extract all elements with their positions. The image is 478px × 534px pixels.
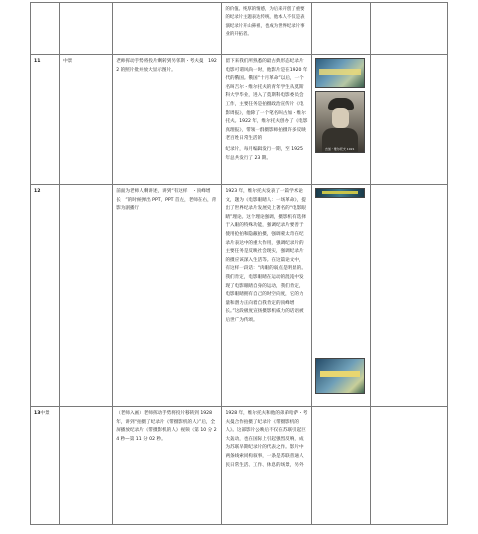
content-text: 的价值。纯厚的情感，为后来开创了重要的纪录片主题表达传统，他本人不仅是表演纪录片开山鼻祖，也成为世界纪录片事业的开拓者。 xyxy=(225,7,305,38)
procedure-text: （老师入画）老师挥动手势将投片移转到 1928 年，讲到“拍摄了纪录片《带摄影机的人》”后，全屏播放纪录片《带摄影机的人》视频（第 10 分 24 秒—第 11 分 02 秒。 xyxy=(116,411,217,442)
film-still-image xyxy=(315,358,365,394)
table-row xyxy=(31,55,448,185)
row-number-cell xyxy=(31,3,60,55)
section-cell xyxy=(60,407,113,525)
row-number: 12 xyxy=(34,189,41,194)
procedure-text: 前面为老师人剩讲述，讲到“有这样 ・顶峰增长 ”的时候弹出 PPT，PPT 首左，老师在右，背影为剧播厅 xyxy=(116,189,217,212)
image-cell xyxy=(311,3,370,55)
section-cell xyxy=(60,185,113,407)
vertov-portrait-image xyxy=(315,91,365,153)
row-number: 13 xyxy=(34,411,41,416)
row-number-cell xyxy=(31,407,60,525)
content-text: 1928 年，维尔托夫和他的弟弟哈萨・考夫曼合作拍摄了纪录片《带摄影机的人》。这部影片公映后不仅在苏联引起巨大轰动，也在国际上引起强烈反响，成为苏联早期纪录片的代表之作。影片中两条线索同构叙事，一条是苏联普通人民日常生活、工作、休息的场景，另外 xyxy=(225,411,308,468)
lesson-table xyxy=(30,2,448,525)
notes-cell xyxy=(370,55,447,185)
row-number: 11 xyxy=(34,59,41,64)
film-still-image xyxy=(315,188,365,198)
image-cell xyxy=(311,407,370,525)
table-row xyxy=(31,407,448,525)
content-text-continued: 纪录片，每月编辑发行一期，至 1925 年总共发行了 23 期。 xyxy=(225,146,303,161)
procedure-cell xyxy=(113,3,222,55)
procedure-text: 老师挥动手势将投片剩转到另邻斯・考夫曼 1922 的照片批并放大显示图片。 xyxy=(116,59,217,73)
image-cell xyxy=(311,55,370,185)
table-row xyxy=(31,185,448,407)
shot-type: 中景 xyxy=(63,59,73,64)
content-cell xyxy=(222,55,311,185)
section-cell xyxy=(60,3,113,55)
content-text: 1923 年，维尔托夫发表了一篇学术论文，题为《电影眼睛人：一场革命》，提出了世界纪录片发展史上著名的“电影眼睛”理论。这个理论强调，摄影机有选择于入眼的特殊功能，强调纪录片要善于使用抢拍和隐蔽拍摄，强调蒙太奇在纪录片表达中的重大作用，强调纪录片的主要任务是反映社会现实，强调纪录片的摄应该深入生活等。在这篇论文中，有这样一段话：“肉眼的弱点是明显的。我们肯定，电影眼睛在运动的混沌中发现了电影眼睛自身的运动，我们肯定，电影眼睛拥有自己的时空向度，它的力量和潜力正向着自我肯定的顶峰增长。”这段极度宣扬摄影机威力的话语被后世广为传颂。 xyxy=(225,189,306,323)
row-number-cell xyxy=(31,55,60,185)
film-still-image xyxy=(315,58,365,88)
table-row xyxy=(31,3,448,55)
shot-type: 中景 xyxy=(40,411,50,416)
procedure-cell xyxy=(113,185,222,407)
procedure-cell xyxy=(113,55,222,185)
row-number-cell xyxy=(31,185,60,407)
section-cell xyxy=(60,55,113,185)
content-cell xyxy=(222,185,311,407)
procedure-cell xyxy=(113,407,222,525)
content-cell xyxy=(222,3,311,55)
notes-cell xyxy=(370,407,447,525)
portrait-caption: 吉加・维尔托夫 1921 xyxy=(324,147,355,151)
image-cell xyxy=(311,185,370,407)
content-text: 留下来我们所熟悉的最古典形态纪录片电影可谓风尚一时，他影片是在1920 年代的俄国。俄国“十月革命”以后，一个名叫吉尔・维尔托夫的青年学生从莫斯科大学毕业，进入了莫斯科电影委员会工作，主要任务是拍摄政治宣传片《电影周报》，他除了一个笔名叫古加・维尔托夫。1922 年，维尔托夫创办了《电影真理报》，带领一群摄影师拍摄许多反映老百姓日常生活的 xyxy=(225,59,308,142)
notes-cell xyxy=(370,185,447,407)
notes-cell xyxy=(370,3,447,55)
content-cell xyxy=(222,407,311,525)
